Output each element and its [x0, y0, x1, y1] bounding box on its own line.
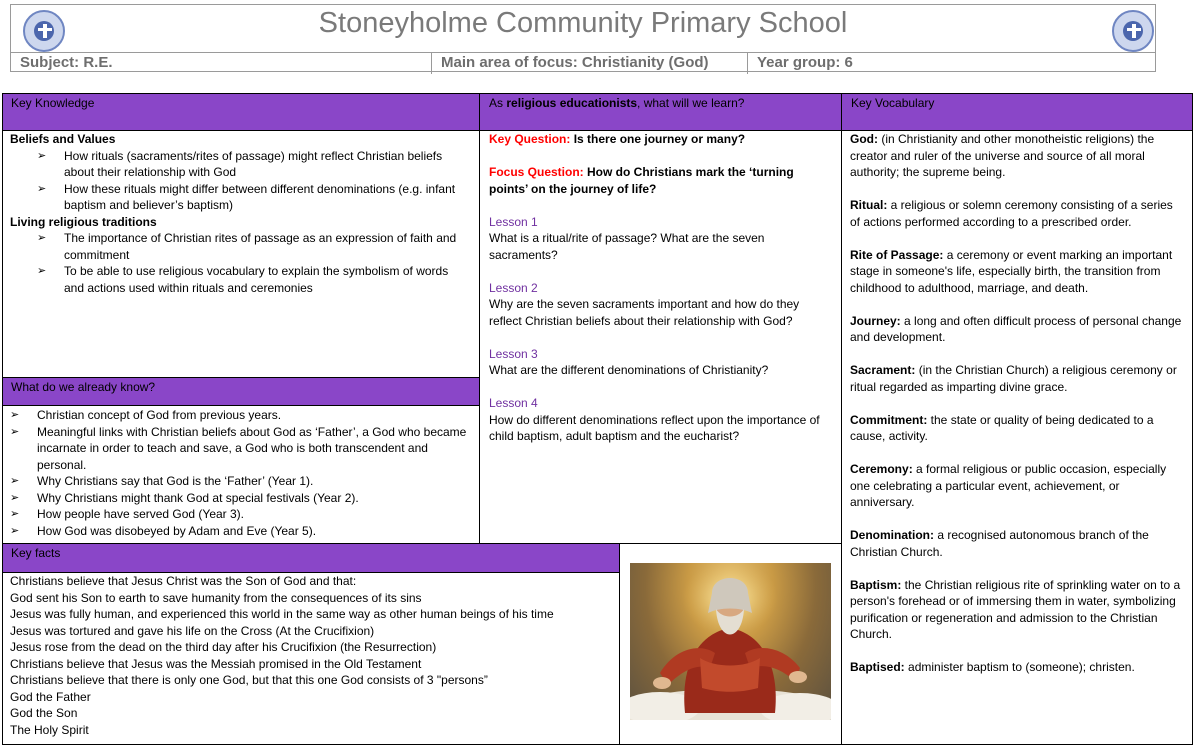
vocab-entry: Rite of Passage: a ceremony or event marking an important stage in someone's life, especially birth, the transition from childhood to adulthood, marriage, and death. — [850, 247, 1173, 295]
fact-line: God the Son — [10, 706, 78, 720]
school-logo-right — [1112, 10, 1154, 52]
fact-line: Christians believe that Jesus Christ was the Son of God and that: — [10, 574, 357, 588]
lesson-4: Lesson 4 How do different denominations reflect upon the importance of child baptism, adult baptism and the eucharist? — [489, 396, 820, 443]
list-item: ➢ How rituals (sacraments/rites of passage) might reflect Christian beliefs about their relationship with God — [10, 148, 470, 181]
living-list — [10, 230, 470, 296]
vocab-entry: Journey: a long and often difficult process of personal change and development. — [850, 313, 1182, 344]
vocab-entry: Ritual: a religious or solemn ceremony consisting of a series of actions performed according to a prescribed order. — [850, 198, 1173, 229]
key-knowledge-content — [10, 131, 470, 296]
key-facts-content — [10, 573, 615, 738]
beliefs-list — [10, 148, 470, 214]
vocab-entry: Baptism: the Christian religious rite of sprinkling water on to a person's forehead or of immersing them in water, symbolizing purification or regeneration and admission to the Christian Church. — [850, 577, 1181, 641]
list-item: ➢ The importance of Christian rites of passage as an expression of faith and commitment — [10, 230, 470, 263]
fact-line: Jesus was fully human, and experienced this world in the same way as other human beings of his time — [10, 607, 554, 621]
vocab-entry: Ceremony: a formal religious or public occasion, especially one celebrating a particular event, achievement, or anniversary. — [850, 462, 1167, 509]
fact-line: God the Father — [10, 689, 91, 704]
lesson-2: Lesson 2 Why are the seven sacraments important and how do they reflect Christian beliefs about their relationship with God? — [489, 280, 800, 328]
list-item: ➢ Meaningful links with Christian beliefs about God as ‘Father’, a God who became incarnate in order to teach and save, a God who is both transcendent and personal. — [10, 424, 470, 474]
god-painting-image — [630, 563, 831, 720]
learn-content — [489, 131, 834, 445]
lesson-1: Lesson 1 What is a ritual/rite of passage? What are the seven sacraments? — [489, 214, 765, 262]
fact-line: Jesus was tortured and gave his life on the Cross (At the Crucifixion) — [10, 623, 375, 638]
focus-label: Main area of focus: Christianity (God) — [431, 53, 747, 74]
living-title: Living religious traditions — [10, 214, 157, 229]
list-item: ➢ How these rituals might differ between different denominations (e.g. infant baptism and believer’s baptism) — [10, 181, 470, 214]
vocab-entry: Commitment: the state or quality of being dedicated to a cause, activity. — [850, 412, 1154, 443]
school-header — [10, 4, 1156, 72]
list-item: ➢ How people have served God (Year 3). — [10, 506, 470, 523]
already-know-heading: What do we already know? — [11, 380, 156, 394]
beliefs-title: Beliefs and Values — [10, 132, 116, 146]
fact-line: God sent his Son to earth to save humanity from the consequences of its sins — [10, 590, 422, 605]
list-item: ➢ To be able to use religious vocabulary to explain the symbolism of words and actions used within rituals and ceremonies — [10, 263, 470, 296]
vocabulary-content — [850, 131, 1186, 692]
focus-question: Focus Question: How do Christians mark the ‘turning points’ on the journey of life? — [489, 165, 794, 196]
key-facts-heading: Key facts — [11, 546, 61, 560]
list-item: ➢ Why Christians might thank God at special festivals (Year 2). — [10, 490, 470, 507]
subject-label: Subject: R.E. — [20, 54, 113, 71]
vocab-entry: Baptised: administer baptism to (someone); christen. — [850, 660, 1135, 674]
list-item: ➢ Why Christians say that God is the ‘Father’ (Year 1). — [10, 473, 470, 490]
learn-heading: As religious educationists, what will we learn? — [489, 96, 745, 110]
already-know-content — [10, 407, 470, 539]
key-knowledge-heading: Key Knowledge — [11, 96, 95, 110]
header-info-row — [11, 52, 1155, 74]
already-know-list — [10, 407, 470, 539]
list-item: ➢ Christian concept of God from previous years. — [10, 407, 470, 424]
lesson-3: Lesson 3 What are the different denominations of Christianity? — [489, 346, 769, 377]
key-question: Key Question: Is there one journey or many? — [489, 132, 746, 146]
fact-line: The Holy Spirit — [10, 722, 89, 737]
year-group-label: Year group: 6 — [747, 53, 1157, 74]
list-item: ➢ How God was disobeyed by Adam and Eve (Year 5). — [10, 523, 470, 540]
key-vocabulary-heading: Key Vocabulary — [851, 96, 935, 110]
vocab-entry: God: (in Christianity and other monotheistic religions) the creator and ruler of the universe and source of all moral authority; the supreme being. — [850, 132, 1155, 179]
fact-line: Jesus rose from the dead on the third day after his Crucifixion (the Resurrection) — [10, 640, 437, 654]
fact-line: Christians believe that Jesus was the Messiah promised in the Old Testament — [10, 656, 422, 671]
vocab-entry: Denomination: a recognised autonomous branch of the Christian Church. — [850, 528, 1149, 559]
fact-line: Christians believe that there is only one God, but that this one God consists of 3 "persons” — [10, 673, 488, 687]
vocab-entry: Sacrament: (in the Christian Church) a religious ceremony or ritual regarded as imparting divine grace. — [850, 363, 1177, 394]
school-title: Stoneyholme Community Primary School — [318, 7, 848, 39]
